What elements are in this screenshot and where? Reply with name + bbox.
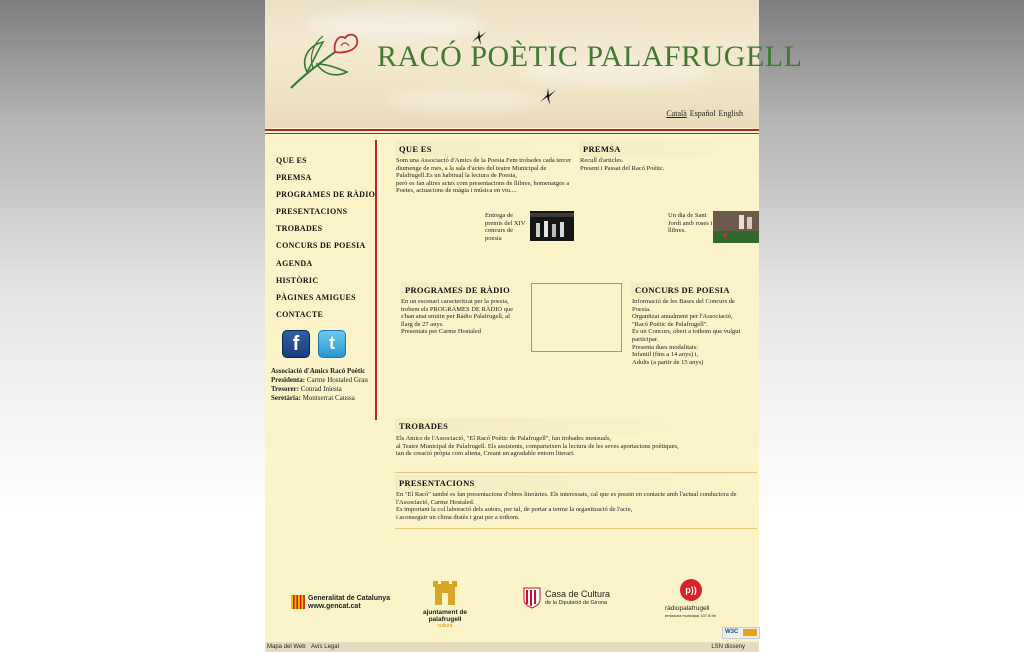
section-concurs-text: Informació de les Bases del Concurs de Poesia. Organitzat anualment per l'Associació, "Racó Poètic de Palafrugell". És un Concurs, obert a tothom que vulgui participar. Presenta dues modalitats: Infantil (fins a 14 anys) i, Adults (a partir de 15 anys): [632, 298, 741, 366]
site-title: RACÓ POÈTIC PALAFRUGELL: [377, 40, 803, 73]
radio-name: ràdiopalafrugell: [665, 605, 710, 612]
page-container: [265, 0, 803, 652]
twitter-glyph: t: [329, 333, 335, 353]
sky-cloud: [385, 90, 545, 110]
generalitat-name: Generalitat de Catalunya: [308, 595, 391, 602]
nav-pagines-amigues[interactable]: PÀGINES AMIGUES: [276, 292, 356, 302]
president-label: Presidenta:: [271, 376, 306, 384]
section-premsa-title[interactable]: PREMSA: [579, 141, 759, 157]
senyera-icon: [291, 595, 305, 609]
treasurer-label: Tresorer:: [271, 385, 299, 393]
twitter-icon[interactable]: [318, 330, 346, 358]
nav-agenda[interactable]: AGENDA: [276, 258, 313, 268]
section-presentacions-title[interactable]: PRESENTACIONS: [395, 475, 759, 491]
radio-media-placeholder[interactable]: [531, 283, 622, 352]
w3c-text: W3C: [725, 629, 739, 635]
photo-caption-premis: Entrega de premis del XIV concurs de poesia: [485, 212, 526, 242]
header-divider: [265, 129, 759, 131]
secretary-name: Montserrat Caussa: [302, 394, 355, 402]
language-switcher: [663, 109, 743, 118]
bird-icon: [471, 28, 487, 46]
facebook-icon[interactable]: [282, 330, 310, 358]
photo-caption-sant-jordi: Un dia de Sant Jordi amb roses i llibres.: [668, 212, 713, 235]
nav-trobades[interactable]: TROBADES: [276, 224, 323, 234]
bird-icon: [539, 86, 557, 106]
section-divider: [395, 472, 757, 473]
nav-que-es[interactable]: QUE ES: [276, 156, 307, 165]
nav-historic[interactable]: HISTÒRIC: [276, 275, 319, 285]
section-premsa-text: Recull d'articles. Present i Passat del Racó Poètic.: [580, 157, 665, 172]
nav-concurs-poesia[interactable]: CONCURS DE POESIA: [276, 241, 366, 251]
radio-logo-icon: p)): [680, 579, 702, 601]
footer-bar: [265, 642, 759, 652]
section-que-es-title[interactable]: QUE ES: [395, 141, 575, 157]
main-nav: [276, 155, 375, 326]
secretary-label: Seretària:: [271, 394, 301, 402]
section-concurs-title[interactable]: CONCURS DE POESIA: [631, 282, 755, 298]
generalitat-url: www.gencat.cat: [308, 603, 361, 610]
designer-credit-link[interactable]: LSN disseny: [711, 644, 745, 650]
treasurer-line: [271, 385, 379, 394]
section-radio-text: En un escenari caracteritzat per la poesia, trobem els PROGRAMES DE RÀDIO que s'han anat emitin per Ràdio Palafrugell, al llarg de 27 anys. Presentats per Carme Hostaled: [401, 298, 514, 336]
nav-premsa[interactable]: PREMSA: [276, 173, 312, 183]
w3c-badge[interactable]: [722, 627, 760, 639]
president-line: [271, 376, 379, 385]
site-map-link[interactable]: Mapa del Web: [267, 644, 306, 650]
girona-shield-icon: [523, 587, 541, 609]
president-name: Carme Hostaled Grau: [306, 376, 368, 384]
sant-jordi-photo[interactable]: [713, 211, 759, 243]
rose-logo-icon[interactable]: [283, 24, 373, 94]
w3c-badge-mark: [743, 629, 757, 636]
lang-english[interactable]: English: [718, 109, 743, 118]
treasurer-name: Conrad Iniesta: [300, 385, 342, 393]
facebook-glyph: f: [292, 333, 300, 355]
casa-cultura-sub: de la Diputació de Girona: [545, 600, 608, 606]
section-radio-title[interactable]: PROGRAMES DE RÀDIO: [401, 282, 529, 298]
secretary-line: [271, 394, 379, 403]
nav-presentacions[interactable]: PRESENTACIONS: [276, 207, 348, 217]
header-banner: [265, 0, 803, 128]
award-ceremony-photo[interactable]: [530, 211, 574, 241]
ajuntament-line1: ajuntament de: [422, 609, 468, 616]
lang-catala[interactable]: Català: [666, 109, 687, 118]
header-divider: [265, 133, 759, 134]
section-presentacions-text: En "El Racó" també es fan presentacions d'obres literàries. Els interessats, cal que es possin en contacte amb l'actual conductora de l'Associació, Carme Hostaled. Es important la col laboració dels autors, per tal, de portar a terme la organització de l'acte, i aconseguir un clima distès i grat per a tothom.: [396, 491, 737, 521]
nav-contacte[interactable]: CONTACTE: [276, 309, 324, 319]
nav-programes-radio[interactable]: PROGRAMES DE RÀDIO: [276, 190, 376, 200]
lang-espanol[interactable]: Español: [689, 109, 716, 118]
casa-cultura-name: Casa de Cultura: [545, 589, 611, 599]
association-info: [271, 367, 379, 403]
section-divider: [395, 528, 757, 529]
ajuntament-line3: cultura: [437, 623, 453, 629]
radio-frequency: emissora municipal 107.8 fm: [665, 613, 716, 618]
association-name: Associació d'Amics Racó Poètic: [271, 367, 366, 375]
section-que-es-text: Som una Associació d'Amics de la Poesia.Fem trobades cada tercer diumenge de mes, a la sala d'actes del teatre Municipal de Palafrugell.Es un habitual la lectura de Poesia, però es fan altres actes com presentacions de llibres, homenatges a Poetes, actuacions de màgia i música en viu....: [396, 157, 572, 195]
ajuntament-line2: palafrugell: [428, 616, 462, 623]
castle-tower-icon: [430, 577, 460, 607]
section-trobades-title[interactable]: TROBADES: [395, 418, 759, 434]
legal-notice-link[interactable]: Avís Legal: [311, 644, 339, 650]
section-trobades-text: Els Amics de l'Associació, "El Racó Poètic de Palafrugell", fan trobades mensuals, al Teatre Municipal de Palafrugell. Els assistents, comparteixen la lectura de les seves aportacions poètiques, tan de creació pròpia com aliena, Creant un agradable entorn literari.: [396, 435, 679, 458]
sponsors-bar: [265, 575, 759, 635]
